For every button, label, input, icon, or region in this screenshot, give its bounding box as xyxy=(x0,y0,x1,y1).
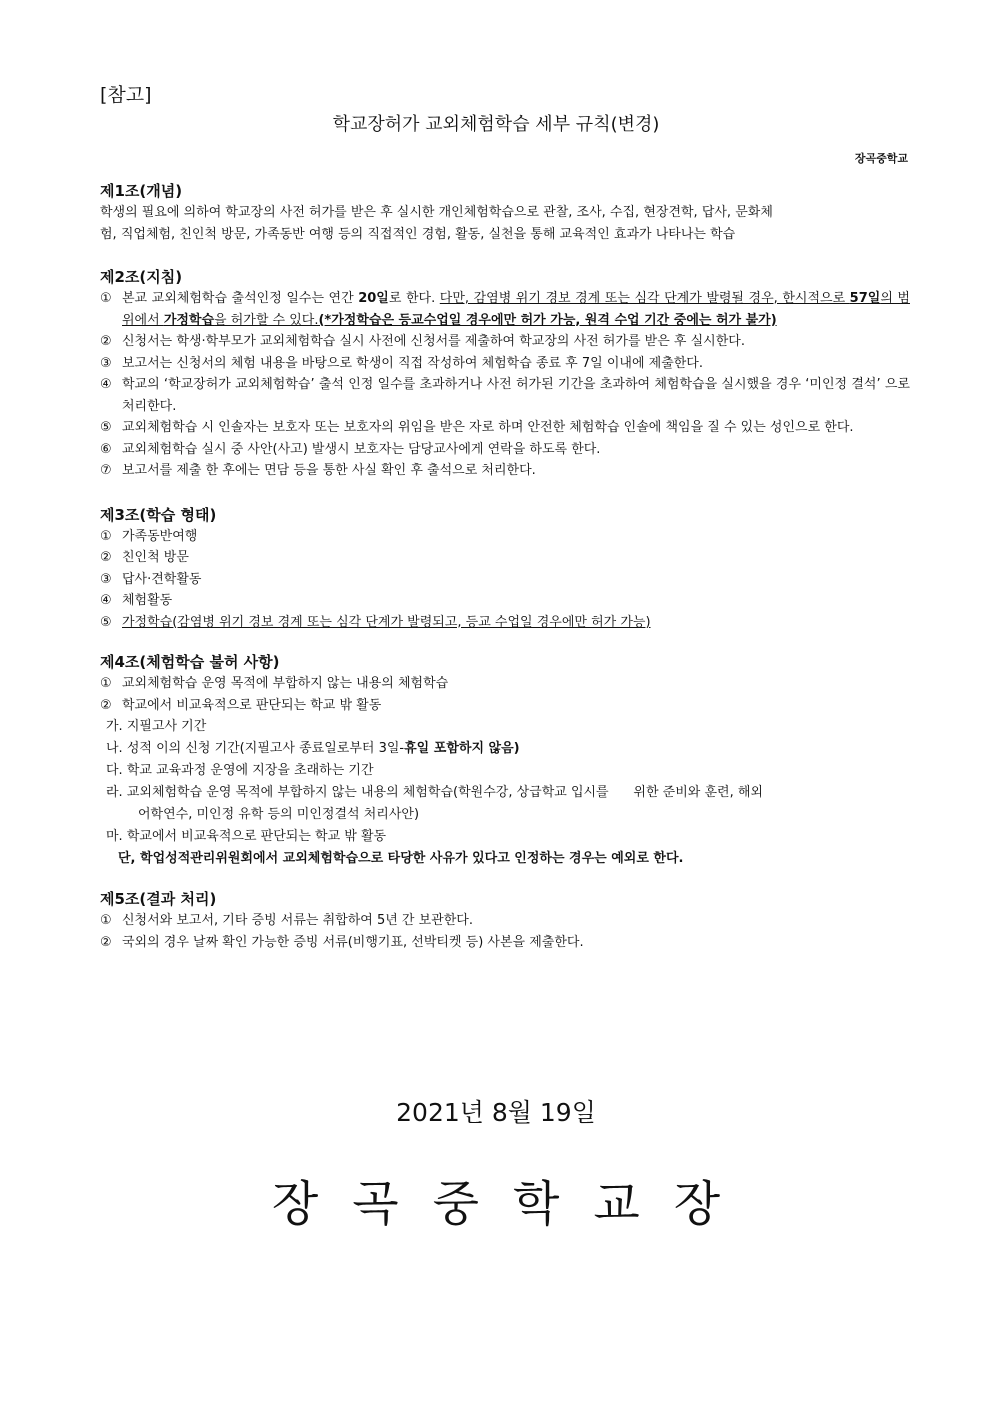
item-number: ① xyxy=(100,676,112,691)
principal-signature-line: 장곡중학교장 xyxy=(271,1176,755,1232)
list-item xyxy=(100,288,910,331)
text-fragment-underlined: 의 범위에서 xyxy=(122,291,910,328)
item-text: 보고서를 제출 한 후에는 면담 등을 통한 사실 확인 후 출석으로 처리한다. xyxy=(122,463,536,478)
item-text: 가족동반여행 xyxy=(122,528,198,544)
item-number: ⑦ xyxy=(100,463,112,478)
sub-item-ma: 마. 학교에서 비교육적으로 판단되는 학교 밖 활동 xyxy=(106,829,387,844)
text-fragment: 본교 교외체험학습 출석인정 일수는 연간 xyxy=(122,291,359,306)
text-fragment-underlined: 다만, 감염병 위기 경보 경계 또는 심각 단계가 발령될 경우, 한시적으로 xyxy=(439,291,850,306)
item-text: 신청서와 보고서, 기타 증빙 서류는 취합하여 5년 간 보관한다. xyxy=(122,913,473,928)
item-text: 교외체험학습 운영 목적에 부합하지 않는 내용의 체험학습 xyxy=(122,676,449,691)
list-item xyxy=(100,417,910,439)
item-number: ⑤ xyxy=(100,614,112,630)
list-item xyxy=(100,374,910,417)
text-fragment: 로 한다. xyxy=(388,291,440,306)
list-item xyxy=(100,590,910,612)
sub-item-ra-continued: 어학연수, 미인정 유학 등의 미인정결석 처리사안) xyxy=(138,807,420,822)
list-item xyxy=(100,331,910,353)
sub-item-na xyxy=(100,738,910,760)
item-text: 국외의 경우 날짜 확인 가능한 증빙 서류(비행기표, 선박티켓 등) 사본을 제출한다. xyxy=(122,934,584,950)
article-3 xyxy=(100,504,910,634)
document-title: 학교장허가 교외체험학습 세부 규칙(변경) xyxy=(332,114,660,135)
list-item xyxy=(100,569,910,591)
item-text: 친인척 방문 xyxy=(122,550,189,565)
list-item xyxy=(100,439,910,461)
item-number: ① xyxy=(100,528,112,544)
item-number: ② xyxy=(100,934,112,950)
item-text: 체험활동 xyxy=(122,593,173,608)
item-number: ② xyxy=(100,334,112,349)
item-number: ② xyxy=(100,550,112,565)
list-item xyxy=(100,910,910,932)
item-number: ⑤ xyxy=(100,420,112,435)
item-text: 교외체험학습 실시 중 사안(사고) 발생시 보호자는 담당교사에게 연락을 하도록 한다. xyxy=(122,441,601,457)
list-item xyxy=(100,460,910,482)
article-1 xyxy=(100,180,910,246)
issue-date: 2021년 8월 19일 xyxy=(396,1098,596,1127)
article-3-title: 제3조(학습 형태) xyxy=(100,505,217,524)
list-item xyxy=(100,673,910,695)
article-1-title: 제1조(개념) xyxy=(100,182,183,200)
text-fragment: 나. 성적 이의 신청 기간(지필고사 종료일로부터 3일- xyxy=(106,741,405,756)
sub-item-ga: 가. 지필고사 기간 xyxy=(106,719,207,734)
item-number: ④ xyxy=(100,377,112,392)
list-item xyxy=(100,526,910,548)
item-number: ① xyxy=(100,291,112,306)
list-item xyxy=(100,547,910,569)
sub-item-da: 다. 학교 교육과정 운영에 지장을 초래하는 기간 xyxy=(106,763,374,778)
reference-label: [참고] xyxy=(100,84,152,106)
article-1-line-2: 험, 직업체험, 친인척 방문, 가족동반 여행 등의 직접적인 경험, 활동, 실천을 통해 교육적인 효과가 나타나는 학습 xyxy=(100,227,736,242)
text-fragment-bold: 20일 xyxy=(358,291,389,306)
item-number: ④ xyxy=(100,593,112,608)
item-number: ① xyxy=(100,913,112,928)
list-item xyxy=(100,612,910,634)
text-fragment-bold: 휴일 포함하지 않음) xyxy=(404,741,520,756)
text-fragment-underlined: 을 허가할 수 있다. xyxy=(214,312,319,328)
text-fragment-bold: 57일 xyxy=(849,291,881,306)
article-4 xyxy=(100,651,910,870)
text-fragment-bold: 가정학습 xyxy=(163,312,215,328)
school-name-small: 장곡중학교 xyxy=(854,152,908,165)
text-fragment-bold: (*가정학습은 등교수업일 경우에만 허가 가능, 원격 수업 기간 중에는 허가 불가) xyxy=(318,312,777,328)
article-5 xyxy=(100,888,910,953)
item-text: 교외체험학습 시 인솔자는 보호자 또는 보호자의 위임을 받은 자로 하며 안전한 체험학습 인솔에 책임을 질 수 있는 성인으로 한다. xyxy=(122,420,854,435)
list-item xyxy=(100,932,910,954)
item-number: ③ xyxy=(100,355,112,371)
sub-item-ra: 라. 교외체험학습 운영 목적에 부합하지 않는 내용의 체험학습(학원수강, 상급학교 입시를 위한 준비와 훈련, 해외 xyxy=(106,785,763,800)
article-4-title: 제4조(체험학습 불허 사항) xyxy=(100,653,280,671)
item-text xyxy=(122,288,910,331)
item-text: 보고서는 신청서의 체험 내용을 바탕으로 학생이 직접 작성하여 체험학습 종료 후 7일 이내에 제출한다. xyxy=(122,355,704,371)
document-body xyxy=(100,180,910,953)
exception-note: 단, 학업성적관리위원회에서 교외체험학습으로 타당한 사유가 있다고 인정하는 경우는 예외로 한다. xyxy=(118,851,684,866)
item-text: 학교에서 비교육적으로 판단되는 학교 밖 활동 xyxy=(122,697,382,713)
list-item xyxy=(100,353,910,375)
article-2 xyxy=(100,266,910,482)
article-1-line-1: 학생의 필요에 의하여 학교장의 사전 허가를 받은 후 실시한 개인체험학습으로 관찰, 조사, 수집, 현장견학, 답사, 문화체 xyxy=(100,205,773,220)
item-number: ⑥ xyxy=(100,441,112,457)
item-number: ② xyxy=(100,697,112,713)
item-text: 학교의 ‘학교장허가 교외체험학습’ 출석 인정 일수를 초과하거나 사전 허가된 기간을 초과하여 체험학습을 실시했을 경우 ‘미인정 결석’ 으로 처리한다. xyxy=(122,377,910,414)
article-2-title: 제2조(지침) xyxy=(100,268,183,286)
article-5-title: 제5조(결과 처리) xyxy=(100,890,217,908)
item-text: 가정학습(감염병 위기 경보 경계 또는 심각 단계가 발령되고, 등교 수업일 경우에만 허가 가능) xyxy=(122,614,651,630)
item-number: ③ xyxy=(100,571,112,587)
list-item xyxy=(100,695,910,717)
item-text: 신청서는 학생·학부모가 교외체험학습 실시 사전에 신청서를 제출하여 학교장의 사전 허가를 받은 후 실시한다. xyxy=(122,334,745,349)
item-text: 답사·견학활동 xyxy=(122,571,202,587)
